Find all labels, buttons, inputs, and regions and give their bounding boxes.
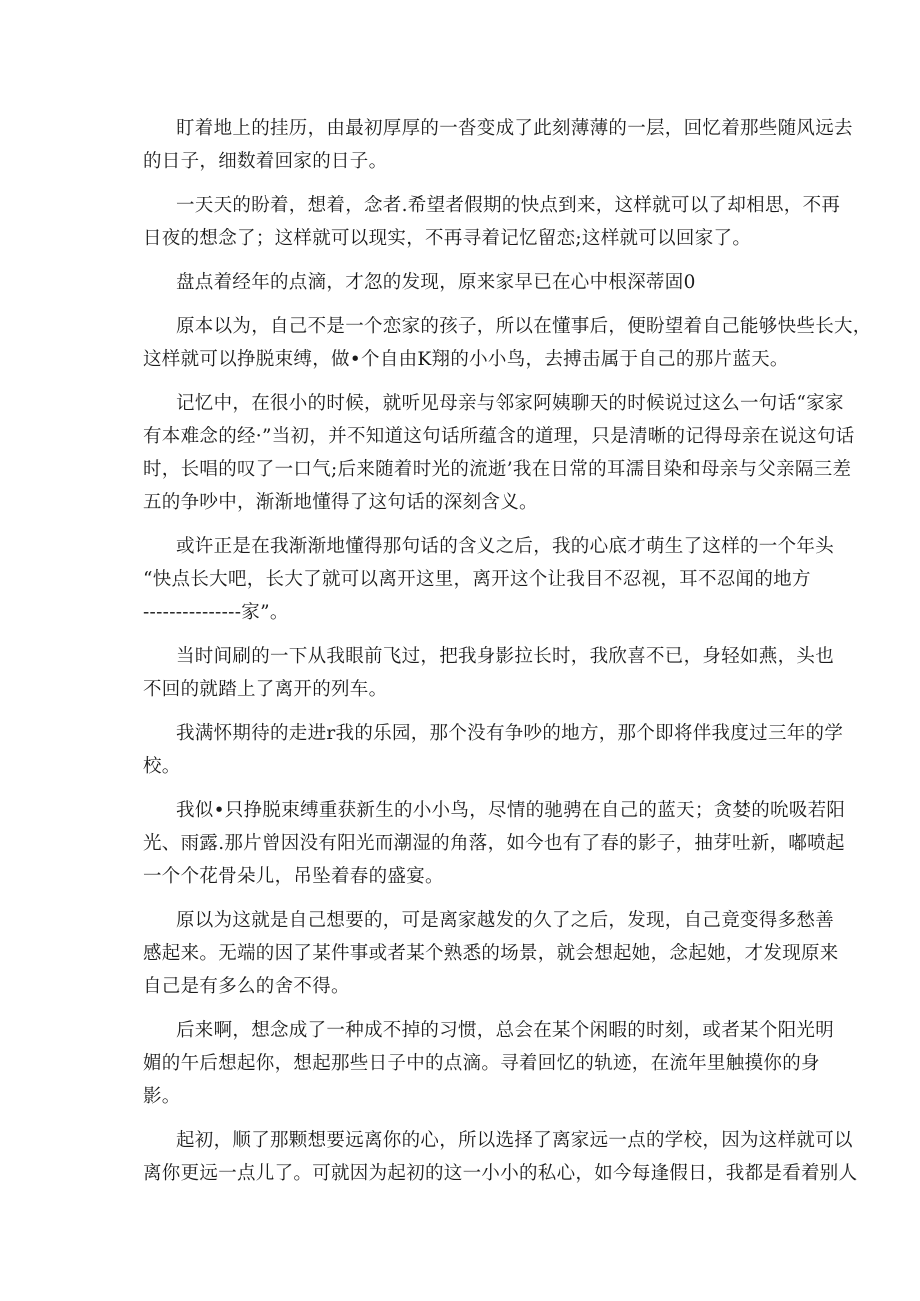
- text-line: 媚的午后想起你，想起那些日子中的点滴。寻着回忆的轨迹，在流年里触摸你的身: [143, 1053, 820, 1074]
- text-line: 我满怀期待的走进r我的乐园，那个没有争吵的地方，那个即将伴我度过三年的学: [176, 723, 844, 744]
- paragraph-7: [143, 640, 835, 706]
- paragraph-10: [143, 904, 839, 1003]
- text-line: 日夜的想念了；这样就可以现实，不再寻着记忆留恋;这样就可以回家了。: [143, 228, 752, 249]
- text-line: 盯着地上的挂历，由最初厚厚的一沓变成了此刻薄薄的一层，回忆着那些随风远去: [176, 118, 853, 139]
- text-line: 离你更远一点儿了。可就因为起初的这一小小的私心，如今每逢假日，我都是看着别人: [143, 1163, 858, 1184]
- text-line: 盘点着经年的点滴，才忽的发现，原来家早已在心中根深蒂固0: [176, 272, 696, 293]
- text-line: 记忆中，在很小的时候，就听见母亲与邻家阿姨聊天的时候说过这么一句话“家家: [176, 393, 844, 414]
- paragraph-11: [143, 1014, 835, 1113]
- text-line: 的日子，细数着回家的日子。: [143, 151, 388, 172]
- paragraph-9: [143, 794, 846, 893]
- text-line: ---------------家”。: [143, 602, 289, 623]
- text-line: 时，长唱的叹了一口气;后来随着时光的流逝’我在日常的耳濡目染和母亲与父亲隔三差: [143, 459, 852, 480]
- text-line: 原本以为，自己不是一个恋家的孩子，所以在懂事后，便盼望着自己能够快些长大，: [176, 316, 872, 337]
- text-line: 后来啊，想念成了一种成不掉的习惯，总会在某个闲暇的时刻，或者某个阳光明: [176, 1020, 835, 1041]
- paragraph-6: [143, 530, 835, 629]
- text-line: 光、雨露.那片曾因没有阳光而潮湿的角落，如今也有了春的影子，抽芽吐新，嘟喷起: [143, 833, 845, 854]
- article-body: [143, 112, 872, 1190]
- text-line: 影。: [143, 1086, 181, 1107]
- text-line: 起初，顺了那颗想要远离你的心，所以选择了离家远一点的学校，因为这样就可以: [176, 1130, 853, 1151]
- text-line: 这样就可以挣脱束缚，做•个自由K翔的小小鸟，去搏击属于自己的那片蓝天。: [143, 349, 789, 370]
- paragraph-1: [143, 112, 853, 178]
- paragraph-3: [143, 266, 783, 299]
- text-line: 原以为这就是自己想要的，可是离家越发的久了之后，发现，自己竟变得多愁善: [176, 910, 835, 931]
- text-line: 感起来。无端的因了某件事或者某个熟悉的场景，就会想起她，念起她，才发现原来: [143, 943, 839, 964]
- text-line: “快点长大吧，长大了就可以离开这里，离开这个让我目不忍视，耳不忍闻的地方: [143, 569, 811, 590]
- text-line: 当时间刷的一下从我眼前飞过，把我身影拉长时，我欣喜不已，身轻如燕，头也: [176, 646, 835, 667]
- text-line: 我似•只挣脱束缚重获新生的小小鸟，尽情的驰骋在自己的蓝天；贪婪的吮吸若阳: [176, 800, 846, 821]
- paragraph-12: [143, 1124, 858, 1190]
- text-line: 一个个花骨朵儿，吊坠着春的盛宴。: [143, 866, 444, 887]
- paragraph-5: [143, 387, 855, 519]
- paragraph-8: [143, 717, 844, 783]
- paragraph-2: [143, 189, 841, 255]
- text-line: 有本难念的经·”当初，并不知道这句话所蕴含的道理，只是清晰的记得母亲在说这句话: [143, 426, 855, 447]
- text-line: 校。: [143, 756, 181, 777]
- text-line: 或许正是在我渐渐地懂得那句话的含义之后，我的心底才萌生了这样的一个年头: [176, 536, 835, 557]
- text-line: 自己是有多么的舍不得。: [143, 976, 350, 997]
- text-line: 不回的就踏上了离开的列车。: [143, 679, 388, 700]
- paragraph-4: [143, 310, 872, 376]
- text-line: 一天天的盼着，想着，念者.希望者假期的快点到来，这样就可以了却相思，不再: [176, 195, 841, 216]
- text-line: 五的争吵中，渐渐地懂得了这句话的深刻含义。: [143, 492, 538, 513]
